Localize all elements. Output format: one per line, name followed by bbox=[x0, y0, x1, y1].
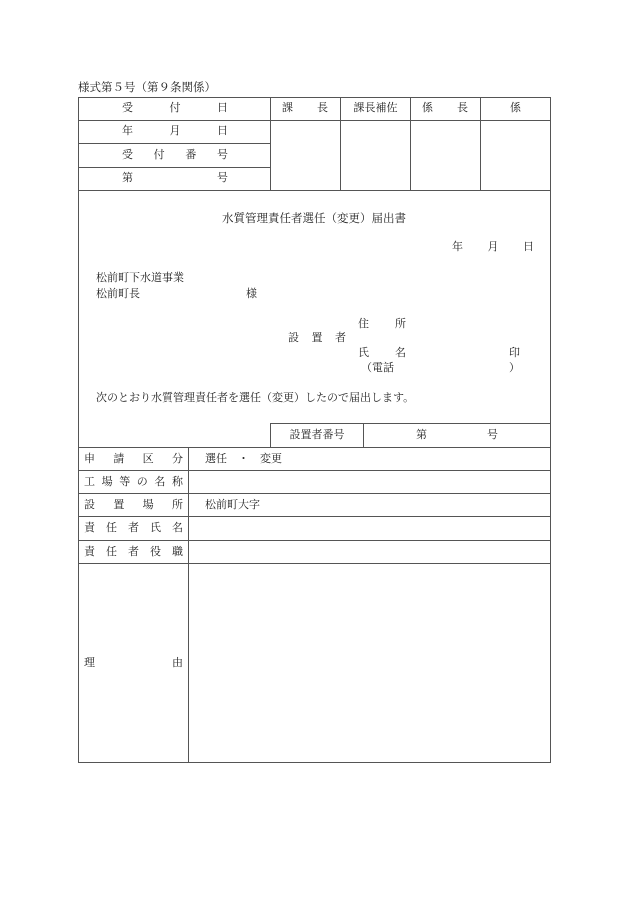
char: 名 bbox=[395, 346, 406, 359]
char: 付 bbox=[153, 148, 165, 161]
divider bbox=[78, 493, 550, 494]
facility-name-field[interactable] bbox=[189, 471, 550, 493]
stamp-cell-assistant-chief[interactable] bbox=[341, 121, 410, 190]
char: 役 bbox=[150, 545, 161, 558]
char: 責 bbox=[84, 521, 95, 534]
char: 係 bbox=[422, 101, 433, 114]
char: 設 bbox=[288, 331, 299, 344]
field-label-reason bbox=[84, 656, 183, 670]
table-right-border bbox=[550, 97, 551, 762]
char: 住 bbox=[358, 317, 369, 330]
char: 号 bbox=[487, 428, 498, 441]
char: 者 bbox=[128, 545, 139, 558]
char: 職 bbox=[172, 545, 183, 558]
name-field[interactable] bbox=[412, 344, 507, 360]
field-label-location bbox=[84, 498, 183, 512]
stamp-cell-subsection-chief[interactable] bbox=[411, 121, 480, 190]
char: 号 bbox=[216, 148, 228, 161]
char: 長 bbox=[457, 101, 468, 114]
addressee-line2: 松前町長 bbox=[96, 287, 140, 300]
submission-date-field[interactable] bbox=[452, 240, 534, 254]
char: 号 bbox=[217, 171, 228, 184]
field-label-manager-position bbox=[84, 545, 183, 559]
divider bbox=[270, 423, 550, 424]
table-left-border bbox=[78, 97, 79, 762]
char: 名 bbox=[172, 521, 183, 534]
char: 第 bbox=[416, 428, 427, 441]
char: 名 bbox=[154, 475, 166, 488]
char: 称 bbox=[171, 475, 183, 488]
char: 等 bbox=[119, 475, 131, 488]
document-title: 水質管理責任者選任（変更）届出書 bbox=[222, 211, 406, 225]
applicant-label bbox=[288, 331, 346, 345]
statement: 次のとおり水質管理責任者を選任（変更）したので届出します。 bbox=[96, 391, 415, 404]
approver-assistant-chief: 課長補佐 bbox=[353, 101, 398, 114]
form-number: 様式第５号（第９条関係） bbox=[78, 80, 216, 94]
char: 所 bbox=[395, 317, 406, 330]
char: 場 bbox=[142, 498, 154, 511]
char: 区 bbox=[142, 452, 154, 465]
char: 日 bbox=[217, 124, 228, 137]
char: 所 bbox=[171, 498, 183, 511]
char: 氏 bbox=[150, 521, 161, 534]
char: 者 bbox=[128, 521, 139, 534]
receipt-date-header bbox=[122, 101, 228, 115]
phone-close: ） bbox=[509, 361, 520, 374]
divider bbox=[78, 447, 550, 448]
receipt-date-field[interactable] bbox=[122, 124, 228, 138]
char: 任 bbox=[106, 521, 117, 534]
char: 理 bbox=[84, 656, 95, 669]
stamp-cell-section-chief[interactable] bbox=[271, 121, 340, 190]
char: 工 bbox=[84, 475, 95, 488]
char: 付 bbox=[169, 101, 181, 114]
divider bbox=[78, 190, 550, 191]
char: 第 bbox=[122, 171, 133, 184]
divider bbox=[78, 143, 270, 144]
char: 受 bbox=[122, 148, 133, 161]
char: 月 bbox=[487, 240, 499, 253]
char: 日 bbox=[523, 240, 534, 253]
char: 申 bbox=[84, 452, 95, 465]
divider bbox=[78, 167, 270, 168]
char: 番 bbox=[185, 148, 197, 161]
manager-position-field[interactable] bbox=[189, 541, 550, 563]
approver-section-chief bbox=[282, 101, 328, 115]
application-type-field[interactable]: 選任 ・ 変更 bbox=[205, 452, 282, 465]
approver-staff: 係 bbox=[510, 101, 521, 114]
char: 者 bbox=[335, 331, 346, 344]
seal-mark: 印 bbox=[509, 346, 520, 359]
installer-number-field[interactable] bbox=[416, 428, 498, 442]
approver-subsection-chief bbox=[422, 101, 468, 115]
manager-name-field[interactable] bbox=[189, 517, 550, 539]
receipt-number-label bbox=[122, 148, 228, 162]
char: 年 bbox=[122, 124, 133, 137]
char: 受 bbox=[122, 101, 133, 114]
address-field[interactable] bbox=[412, 315, 542, 331]
divider bbox=[78, 762, 551, 763]
char: 氏 bbox=[358, 346, 369, 359]
char: 日 bbox=[217, 101, 228, 114]
divider bbox=[363, 423, 364, 447]
char: 月 bbox=[169, 124, 181, 137]
char: 設 bbox=[84, 498, 95, 511]
honorific: 様 bbox=[246, 287, 257, 300]
char: 長 bbox=[317, 101, 328, 114]
name-label bbox=[358, 346, 406, 360]
receipt-number-field[interactable] bbox=[122, 171, 228, 185]
installer-number-label: 設置者番号 bbox=[289, 428, 345, 441]
char: 責 bbox=[84, 545, 95, 558]
char: 年 bbox=[452, 240, 463, 253]
char: 任 bbox=[106, 545, 117, 558]
char: 置 bbox=[113, 498, 125, 511]
phone-field[interactable] bbox=[398, 359, 506, 375]
phone-label: （電話 bbox=[361, 361, 394, 374]
location-field[interactable]: 松前町大字 bbox=[205, 498, 260, 511]
field-label-facility-name bbox=[84, 475, 183, 489]
char: 課 bbox=[282, 101, 293, 114]
char: 由 bbox=[172, 656, 183, 669]
stamp-cell-staff[interactable] bbox=[481, 121, 550, 190]
char: 置 bbox=[311, 331, 323, 344]
field-label-manager-name bbox=[84, 521, 183, 535]
address-label bbox=[358, 317, 406, 331]
field-label-application-type bbox=[84, 452, 183, 466]
addressee-line1: 松前町下水道事業 bbox=[96, 271, 184, 284]
char: 分 bbox=[171, 452, 183, 465]
char: の bbox=[136, 475, 148, 488]
char: 請 bbox=[113, 452, 125, 465]
reason-field[interactable] bbox=[189, 564, 550, 762]
char: 場 bbox=[101, 475, 113, 488]
